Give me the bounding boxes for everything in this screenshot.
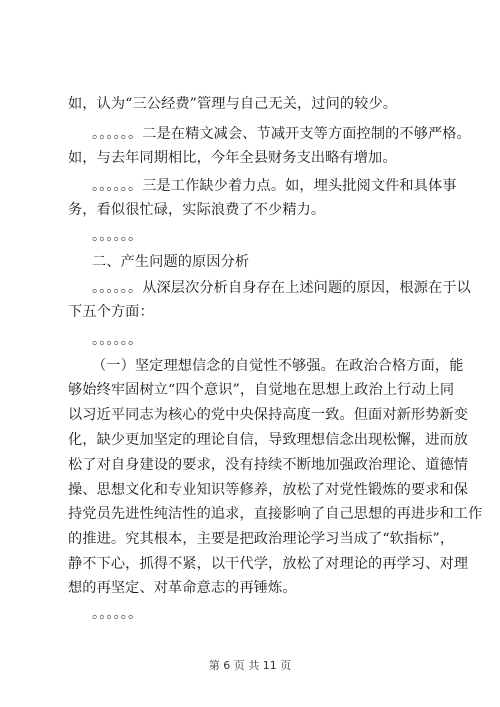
text-line: 的推进。究其根本，主要是把政治理论学习当成了“软指标”， [68, 531, 455, 547]
text-line: 如，认为“三公经费”管理与自己无关，过问的较少。 [68, 96, 398, 112]
text-line: 松了对自身建设的要求，没有持续不断地加强政治理论、道德情 [68, 457, 469, 473]
section-heading: 二、产生问题的原因分析 [92, 254, 250, 270]
text-line: 。。。。。。三是工作缺少着力点。如，埋头批阅文件和具体事 [92, 178, 457, 194]
text-line: 务，看似很忙碌，实际浪费了不少精力。 [68, 202, 326, 218]
text-line: 持党员先进性纯洁性的追求，直接影响了自己思想的再进步和工作 [68, 506, 483, 522]
text-line: 操、思想文化和专业知识等修养，放松了对党性锻炼的要求和保 [68, 482, 469, 498]
text-line: 以习近平同志为核心的党中央保持高度一致。但面对新形势新变 [68, 407, 469, 423]
text-line: 如，与去年同期相比，今年全县财务支出略有增加。 [68, 150, 397, 166]
text-line: 下五个方面： [68, 304, 154, 320]
text-line: 静不下心，抓得不紧，以干代学，放松了对理论的再学习、对理 [68, 556, 469, 572]
text-line: 。。。。。。从深层次分析自身存在上述问题的原因，根源在于以 [92, 280, 471, 296]
text-line: 。。。。。。二是在精文减会、节减开支等方面控制的不够严格。 [92, 126, 471, 142]
text-line: 想的再坚定、对革命意志的再锤炼。 [68, 580, 297, 596]
text-line: （一）坚定理想信念的自觉性不够强。在政治合格方面，能 [92, 358, 464, 374]
text-line: 。。。。。。 [92, 332, 143, 348]
text-line: 。。。。。。 [92, 228, 143, 244]
page-footer: 第 6 页 共 11 页 [208, 659, 292, 672]
text-line: 够始终牢固树立“四个意识”，自觉地在思想上政治上行动上同 [68, 382, 455, 398]
text-line: 化，缺少更加坚定的理论自信，导致理想信念出现松懈，进而放 [68, 432, 469, 448]
text-line: 。。。。。。 [92, 606, 143, 622]
